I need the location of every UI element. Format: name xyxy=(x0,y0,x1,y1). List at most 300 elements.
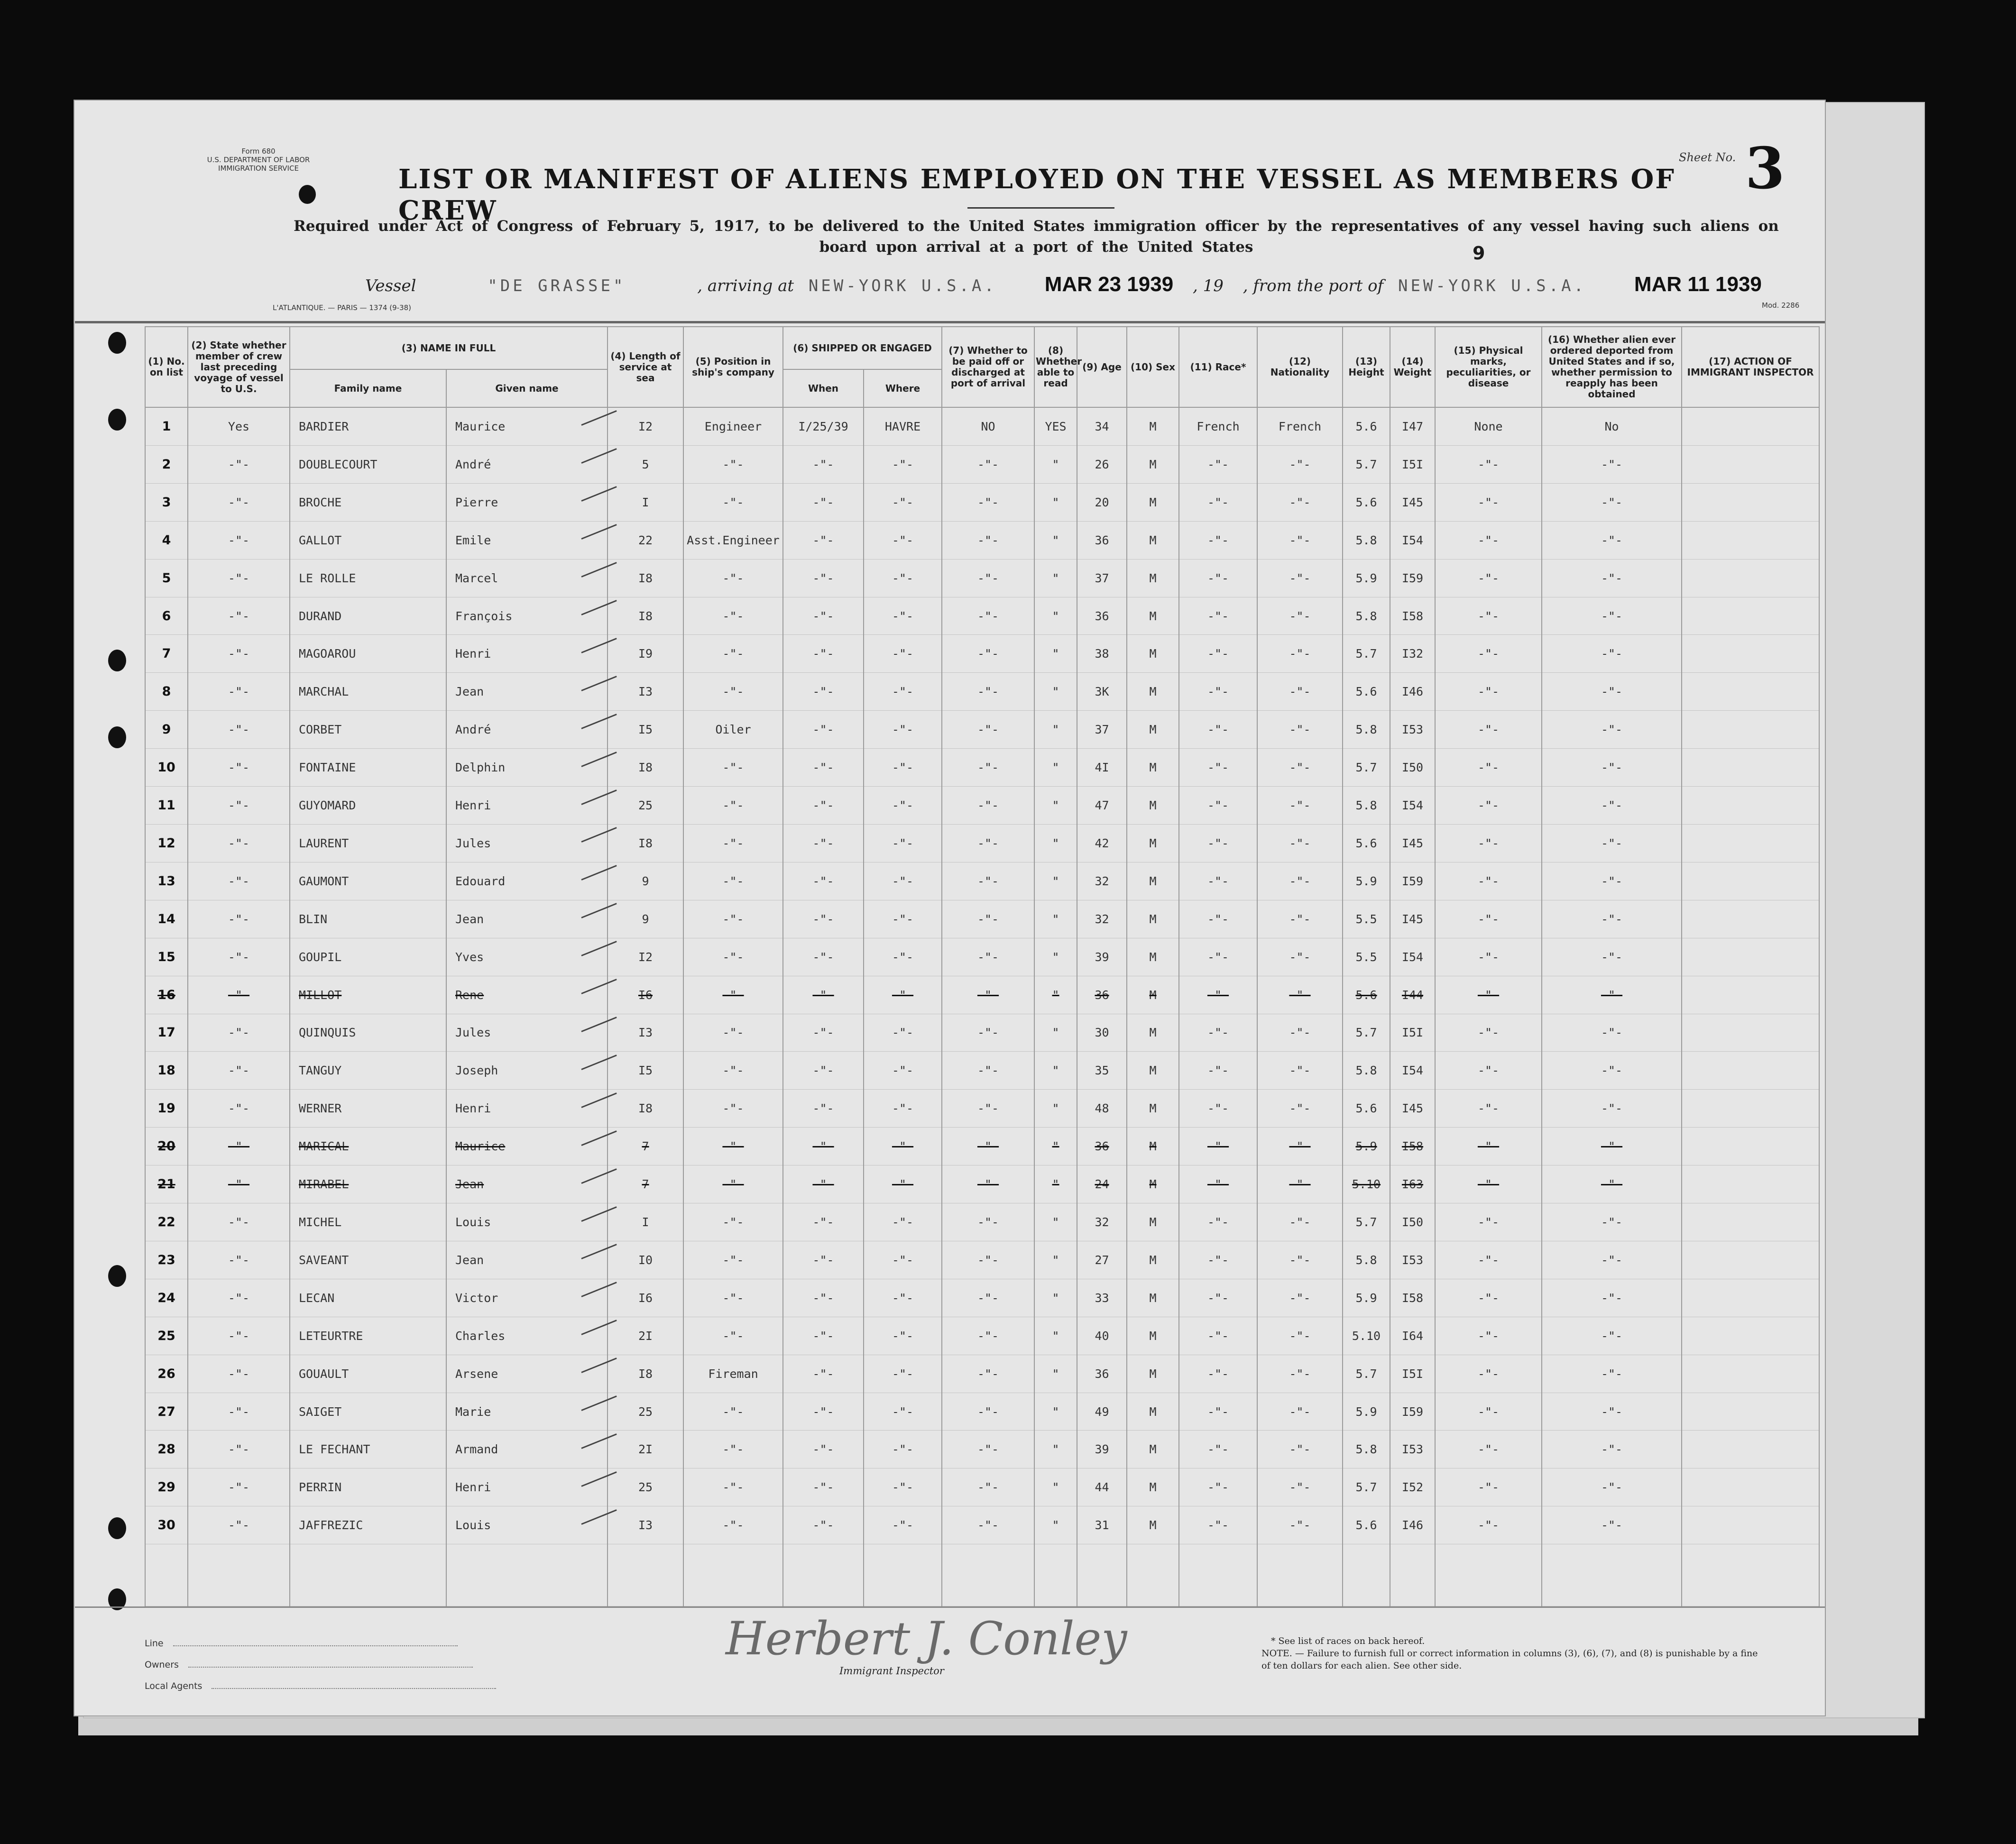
physical-marks-cell: -"- xyxy=(1435,1052,1542,1090)
able-to-read-cell: " xyxy=(1034,483,1077,521)
paid-off-cell: -"- xyxy=(942,1468,1034,1506)
physical-marks-cell: -"- xyxy=(1435,483,1542,521)
line-underline xyxy=(173,1645,458,1646)
given-name-cell: Maurice xyxy=(446,1128,608,1165)
inspector-action-cell xyxy=(1682,938,1819,976)
arriving-port: NEW-YORK U.S.A. xyxy=(808,276,997,295)
deported-cell: No xyxy=(1542,407,1682,445)
age-cell: 26 xyxy=(1077,445,1127,483)
previous-voyage-cell: -"- xyxy=(188,1128,290,1165)
given-name-cell: Jean xyxy=(446,1241,608,1279)
col-header-deported: (16) Whether alien ever ordered deported from United States and if so, whether permission to reapply has been obtained xyxy=(1542,327,1682,407)
nationality-cell: -"- xyxy=(1257,711,1343,749)
able-to-read-cell: " xyxy=(1034,1052,1077,1090)
table-row xyxy=(145,1128,1819,1165)
weight-cell: I64 xyxy=(1390,1317,1435,1355)
previous-voyage-cell: -"- xyxy=(188,1052,290,1090)
height-cell: 5.7 xyxy=(1343,1203,1390,1241)
age-cell: 38 xyxy=(1077,635,1127,673)
previous-voyage-cell: -"- xyxy=(188,938,290,976)
row-number: 26 xyxy=(145,1355,188,1393)
given-name-cell: Henri xyxy=(446,787,608,825)
service-length-cell: I8 xyxy=(608,597,683,635)
service-length-cell: I6 xyxy=(608,1279,683,1317)
height-cell: 5.7 xyxy=(1343,1468,1390,1506)
previous-voyage-cell: -"- xyxy=(188,559,290,597)
table-row xyxy=(145,976,1819,1014)
table-row xyxy=(145,787,1819,825)
row-number: 1 xyxy=(145,407,188,445)
family-name-cell: GOUPIL xyxy=(290,938,446,976)
nationality-cell: -"- xyxy=(1257,1203,1343,1241)
shipped-when-cell: -"- xyxy=(783,938,864,976)
race-cell: -"- xyxy=(1179,787,1257,825)
deported-cell: -"- xyxy=(1542,900,1682,938)
paid-off-cell: -"- xyxy=(942,900,1034,938)
shipped-when-cell: -"- xyxy=(783,635,864,673)
able-to-read-cell: " xyxy=(1034,711,1077,749)
shipped-when-cell: -"- xyxy=(783,1014,864,1052)
shipped-where-cell: -"- xyxy=(864,1317,942,1355)
row-number: 24 xyxy=(145,1279,188,1317)
race-cell: -"- xyxy=(1179,976,1257,1014)
stamped-number: 9 xyxy=(1473,243,1485,264)
shipped-where-cell: -"- xyxy=(864,1355,942,1393)
shipped-where-cell: -"- xyxy=(864,711,942,749)
physical-marks-cell: -"- xyxy=(1435,787,1542,825)
inspector-action-cell xyxy=(1682,635,1819,673)
weight-cell: I54 xyxy=(1390,521,1435,559)
service-length-cell: 2I xyxy=(608,1317,683,1355)
sex-cell: M xyxy=(1127,711,1179,749)
table-row xyxy=(145,1241,1819,1279)
physical-marks-cell: -"- xyxy=(1435,862,1542,900)
family-name-cell: LECAN xyxy=(290,1279,446,1317)
shipped-when-cell: -"- xyxy=(783,1090,864,1128)
service-length-cell: I8 xyxy=(608,824,683,862)
shipped-when-cell: -"- xyxy=(783,1393,864,1431)
note-text: Failure to furnish full or correct information in columns (3), (6), (7), and (8) is punishable by a fine of ten dollars for each alien. See other side. xyxy=(1261,1648,1758,1671)
race-cell: -"- xyxy=(1179,1241,1257,1279)
position-cell: -"- xyxy=(683,1431,783,1468)
family-name-cell: TANGUY xyxy=(290,1052,446,1090)
inspector-action-cell xyxy=(1682,824,1819,862)
row-number: 27 xyxy=(145,1393,188,1431)
table-row xyxy=(145,635,1819,673)
vessel-name: "DE GRASSE" xyxy=(488,276,626,295)
age-cell: 3K xyxy=(1077,673,1127,711)
able-to-read-cell: " xyxy=(1034,1279,1077,1317)
inspector-action-cell xyxy=(1682,1090,1819,1128)
weight-cell: I5I xyxy=(1390,445,1435,483)
position-cell: -"- xyxy=(683,673,783,711)
age-cell: 34 xyxy=(1077,407,1127,445)
weight-cell: I58 xyxy=(1390,597,1435,635)
sex-cell: M xyxy=(1127,938,1179,976)
row-number: 21 xyxy=(145,1165,188,1203)
sex-cell: M xyxy=(1127,597,1179,635)
given-name-cell: Jules xyxy=(446,824,608,862)
title-underline xyxy=(967,207,1114,209)
deported-cell: -"- xyxy=(1542,1506,1682,1544)
previous-voyage-cell: -"- xyxy=(188,597,290,635)
shipped-where-cell: -"- xyxy=(864,1165,942,1203)
inspector-action-cell xyxy=(1682,1203,1819,1241)
service-length-cell: I6 xyxy=(608,976,683,1014)
race-cell: -"- xyxy=(1179,1468,1257,1506)
inspector-signature: Herbert J. Conley xyxy=(726,1612,1127,1665)
line-label: Line xyxy=(145,1638,164,1649)
race-cell: -"- xyxy=(1179,1431,1257,1468)
vessel-line xyxy=(365,273,1762,296)
position-cell: -"- xyxy=(683,597,783,635)
inspector-action-cell xyxy=(1682,407,1819,445)
position-cell: -"- xyxy=(683,1393,783,1431)
inspector-action-cell xyxy=(1682,1355,1819,1393)
given-name-cell: François xyxy=(446,597,608,635)
weight-cell: I32 xyxy=(1390,635,1435,673)
table-row xyxy=(145,824,1819,862)
family-name-cell: QUINQUIS xyxy=(290,1014,446,1052)
deported-cell: -"- xyxy=(1542,711,1682,749)
table-row xyxy=(145,1468,1819,1506)
empty-cell xyxy=(1343,1544,1390,1606)
col-header-when: When xyxy=(783,369,864,407)
physical-marks-cell: None xyxy=(1435,407,1542,445)
age-cell: 33 xyxy=(1077,1279,1127,1317)
row-number: 3 xyxy=(145,483,188,521)
position-cell: -"- xyxy=(683,1203,783,1241)
position-cell: Engineer xyxy=(683,407,783,445)
empty-cell xyxy=(145,1544,188,1606)
able-to-read-cell: " xyxy=(1034,1014,1077,1052)
inspector-action-cell xyxy=(1682,900,1819,938)
age-cell: 4I xyxy=(1077,749,1127,787)
age-cell: 36 xyxy=(1077,521,1127,559)
race-cell: -"- xyxy=(1179,635,1257,673)
age-cell: 47 xyxy=(1077,787,1127,825)
height-cell: 5.6 xyxy=(1343,673,1390,711)
physical-marks-cell: -"- xyxy=(1435,824,1542,862)
previous-voyage-cell: -"- xyxy=(188,1014,290,1052)
nationality-cell: -"- xyxy=(1257,938,1343,976)
inspector-action-cell xyxy=(1682,673,1819,711)
physical-marks-cell: -"- xyxy=(1435,938,1542,976)
service-length-cell: 25 xyxy=(608,1468,683,1506)
sex-cell: M xyxy=(1127,521,1179,559)
race-cell: -"- xyxy=(1179,900,1257,938)
table-row xyxy=(145,749,1819,787)
able-to-read-cell: " xyxy=(1034,597,1077,635)
sex-cell: M xyxy=(1127,900,1179,938)
able-to-read-cell: " xyxy=(1034,673,1077,711)
service-length-cell: I8 xyxy=(608,559,683,597)
col-header-paid-off: (7) Whether to be paid off or discharged at port of arrival xyxy=(942,327,1034,407)
deported-cell: -"- xyxy=(1542,1317,1682,1355)
nationality-cell: French xyxy=(1257,407,1343,445)
previous-voyage-cell: -"- xyxy=(188,1355,290,1393)
col-header-weight: (14) Weight xyxy=(1390,327,1435,407)
physical-marks-cell: -"- xyxy=(1435,1090,1542,1128)
given-name-cell: Louis xyxy=(446,1203,608,1241)
table-row xyxy=(145,862,1819,900)
shipped-where-cell: -"- xyxy=(864,1393,942,1431)
able-to-read-cell: " xyxy=(1034,1165,1077,1203)
service-name: IMMIGRATION SERVICE xyxy=(218,164,299,173)
shipped-when-cell: -"- xyxy=(783,1128,864,1165)
table-row xyxy=(145,559,1819,597)
weight-cell: I54 xyxy=(1390,1052,1435,1090)
nationality-cell: -"- xyxy=(1257,976,1343,1014)
position-cell: -"- xyxy=(683,824,783,862)
sex-cell: M xyxy=(1127,1241,1179,1279)
col-header-no: (1) No. on list xyxy=(145,327,188,407)
shipped-where-cell: -"- xyxy=(864,862,942,900)
deported-cell: -"- xyxy=(1542,483,1682,521)
deported-cell: -"- xyxy=(1542,1203,1682,1241)
age-cell: 48 xyxy=(1077,1090,1127,1128)
arrival-date-stamp: MAR 23 1939 xyxy=(1044,273,1174,296)
row-number: 14 xyxy=(145,900,188,938)
document-title: LIST OR MANIFEST OF ALIENS EMPLOYED ON THE VESSEL AS MEMBERS OF CREW xyxy=(398,164,1676,226)
weight-cell: I52 xyxy=(1390,1468,1435,1506)
table-row xyxy=(145,445,1819,483)
physical-marks-cell: -"- xyxy=(1435,1241,1542,1279)
inspector-action-cell xyxy=(1682,976,1819,1014)
previous-voyage-cell: -"- xyxy=(188,445,290,483)
position-cell: -"- xyxy=(683,483,783,521)
weight-cell: I5I xyxy=(1390,1355,1435,1393)
family-name-cell: SAIGET xyxy=(290,1393,446,1431)
service-length-cell: I0 xyxy=(608,1241,683,1279)
family-name-cell: GALLOT xyxy=(290,521,446,559)
col-header-service: (4) Length of service at sea xyxy=(608,327,683,407)
height-cell: 5.8 xyxy=(1343,1241,1390,1279)
shipped-when-cell: -"- xyxy=(783,749,864,787)
nationality-cell: -"- xyxy=(1257,597,1343,635)
shipped-where-cell: -"- xyxy=(864,900,942,938)
previous-voyage-cell: -"- xyxy=(188,1506,290,1544)
service-length-cell: I2 xyxy=(608,938,683,976)
col-header-age: (9) Age xyxy=(1077,327,1127,407)
deported-cell: -"- xyxy=(1542,1431,1682,1468)
weight-cell: I50 xyxy=(1390,1203,1435,1241)
service-length-cell: I3 xyxy=(608,1014,683,1052)
paid-off-cell: -"- xyxy=(942,1014,1034,1052)
shipped-when-cell: -"- xyxy=(783,1279,864,1317)
row-number: 6 xyxy=(145,597,188,635)
local-agents-label: Local Agents xyxy=(145,1681,203,1691)
table-row xyxy=(145,1355,1819,1393)
inspector-action-cell xyxy=(1682,1014,1819,1052)
race-cell: -"- xyxy=(1179,938,1257,976)
weight-cell: I59 xyxy=(1390,559,1435,597)
given-name-cell: Jules xyxy=(446,1014,608,1052)
family-name-cell: GOUAULT xyxy=(290,1355,446,1393)
row-number: 23 xyxy=(145,1241,188,1279)
family-name-cell: MILLOT xyxy=(290,976,446,1014)
given-name-cell: Jean xyxy=(446,673,608,711)
shipped-where-cell: -"- xyxy=(864,673,942,711)
position-cell: -"- xyxy=(683,862,783,900)
race-cell: -"- xyxy=(1179,1014,1257,1052)
weight-cell: I50 xyxy=(1390,749,1435,787)
table-row xyxy=(145,938,1819,976)
inspector-action-cell xyxy=(1682,1317,1819,1355)
given-name-cell: Emile xyxy=(446,521,608,559)
race-cell: -"- xyxy=(1179,673,1257,711)
physical-marks-cell: -"- xyxy=(1435,445,1542,483)
nationality-cell: -"- xyxy=(1257,787,1343,825)
inspector-action-cell xyxy=(1682,1165,1819,1203)
race-cell: -"- xyxy=(1179,1052,1257,1090)
height-cell: 5.6 xyxy=(1343,976,1390,1014)
deported-cell: -"- xyxy=(1542,445,1682,483)
race-cell: -"- xyxy=(1179,521,1257,559)
able-to-read-cell: " xyxy=(1034,559,1077,597)
position-cell: -"- xyxy=(683,1279,783,1317)
service-length-cell: 2I xyxy=(608,1431,683,1468)
position-cell: -"- xyxy=(683,1014,783,1052)
nationality-cell: -"- xyxy=(1257,1468,1343,1506)
height-cell: 5.5 xyxy=(1343,938,1390,976)
shipped-where-cell: -"- xyxy=(864,976,942,1014)
able-to-read-cell: " xyxy=(1034,445,1077,483)
given-name-cell: Henri xyxy=(446,635,608,673)
previous-voyage-cell: -"- xyxy=(188,1203,290,1241)
able-to-read-cell: " xyxy=(1034,1241,1077,1279)
age-cell: 20 xyxy=(1077,483,1127,521)
table-row xyxy=(145,1052,1819,1090)
able-to-read-cell: " xyxy=(1034,1128,1077,1165)
empty-cell xyxy=(1542,1544,1682,1606)
footer-rule xyxy=(75,1606,1825,1608)
service-length-cell: 25 xyxy=(608,1393,683,1431)
empty-cell xyxy=(942,1544,1034,1606)
race-cell: -"- xyxy=(1179,1203,1257,1241)
age-cell: 32 xyxy=(1077,862,1127,900)
height-cell: 5.9 xyxy=(1343,1128,1390,1165)
shipped-where-cell: -"- xyxy=(864,559,942,597)
family-name-cell: MAGOAROU xyxy=(290,635,446,673)
paid-off-cell: -"- xyxy=(942,976,1034,1014)
family-name-cell: MIRABEL xyxy=(290,1165,446,1203)
shipped-when-cell: -"- xyxy=(783,1317,864,1355)
inspector-action-cell xyxy=(1682,483,1819,521)
previous-voyage-cell: -"- xyxy=(188,787,290,825)
col-header-previous-voyage: (2) State whether member of crew last preceding voyage of vessel to U.S. xyxy=(188,327,290,407)
race-cell: -"- xyxy=(1179,597,1257,635)
sex-cell: M xyxy=(1127,635,1179,673)
table-row xyxy=(145,483,1819,521)
height-cell: 5.6 xyxy=(1343,407,1390,445)
header-rule xyxy=(75,321,1825,323)
punch-hole xyxy=(108,1265,126,1287)
age-cell: 37 xyxy=(1077,711,1127,749)
weight-cell: I47 xyxy=(1390,407,1435,445)
inspector-action-cell xyxy=(1682,1241,1819,1279)
shipped-when-cell: -"- xyxy=(783,1355,864,1393)
physical-marks-cell: -"- xyxy=(1435,711,1542,749)
position-cell: Asst.Engineer xyxy=(683,521,783,559)
shipped-when-cell: -"- xyxy=(783,976,864,1014)
deported-cell: -"- xyxy=(1542,673,1682,711)
race-cell: -"- xyxy=(1179,1090,1257,1128)
row-number: 22 xyxy=(145,1203,188,1241)
shipped-where-cell: -"- xyxy=(864,938,942,976)
sex-cell: M xyxy=(1127,1431,1179,1468)
row-number: 9 xyxy=(145,711,188,749)
sex-cell: M xyxy=(1127,1279,1179,1317)
row-number: 7 xyxy=(145,635,188,673)
race-cell: -"- xyxy=(1179,559,1257,597)
given-name-cell: Pierre xyxy=(446,483,608,521)
position-cell: -"- xyxy=(683,749,783,787)
row-number: 25 xyxy=(145,1317,188,1355)
row-number: 15 xyxy=(145,938,188,976)
paid-off-cell: -"- xyxy=(942,1165,1034,1203)
family-name-cell: GUYOMARD xyxy=(290,787,446,825)
previous-voyage-cell: -"- xyxy=(188,1393,290,1431)
table-row xyxy=(145,407,1819,445)
previous-voyage-cell: -"- xyxy=(188,749,290,787)
paid-off-cell: -"- xyxy=(942,559,1034,597)
deported-cell: -"- xyxy=(1542,1468,1682,1506)
able-to-read-cell: " xyxy=(1034,976,1077,1014)
age-cell: 30 xyxy=(1077,1014,1127,1052)
service-length-cell: 7 xyxy=(608,1128,683,1165)
service-length-cell: I2 xyxy=(608,407,683,445)
physical-marks-cell: -"- xyxy=(1435,673,1542,711)
sex-cell: M xyxy=(1127,1128,1179,1165)
paid-off-cell: -"- xyxy=(942,862,1034,900)
paid-off-cell: NO xyxy=(942,407,1034,445)
sheet-label: Sheet No. xyxy=(1679,151,1736,164)
shipped-when-cell: -"- xyxy=(783,1431,864,1468)
age-cell: 36 xyxy=(1077,1355,1127,1393)
paid-off-cell: -"- xyxy=(942,597,1034,635)
height-cell: 5.8 xyxy=(1343,787,1390,825)
nationality-cell: -"- xyxy=(1257,862,1343,900)
shipped-when-cell: -"- xyxy=(783,711,864,749)
row-number: 19 xyxy=(145,1090,188,1128)
age-cell: 44 xyxy=(1077,1468,1127,1506)
previous-voyage-cell: -"- xyxy=(188,521,290,559)
vessel-label: Vessel xyxy=(365,276,416,295)
empty-cell xyxy=(1682,1544,1819,1606)
position-cell: -"- xyxy=(683,1165,783,1203)
previous-voyage-cell: -"- xyxy=(188,673,290,711)
shipped-where-cell: -"- xyxy=(864,1279,942,1317)
height-cell: 5.7 xyxy=(1343,1355,1390,1393)
weight-cell: I5I xyxy=(1390,1014,1435,1052)
height-cell: 5.8 xyxy=(1343,1431,1390,1468)
ink-blot xyxy=(299,185,316,204)
age-cell: 24 xyxy=(1077,1165,1127,1203)
table-row xyxy=(145,711,1819,749)
col-header-given-name: Given name xyxy=(446,369,608,407)
position-cell: -"- xyxy=(683,1241,783,1279)
deported-cell: -"- xyxy=(1542,521,1682,559)
race-cell: -"- xyxy=(1179,1317,1257,1355)
sex-cell: M xyxy=(1127,1317,1179,1355)
weight-cell: I54 xyxy=(1390,938,1435,976)
inspector-action-cell xyxy=(1682,1468,1819,1506)
deported-cell: -"- xyxy=(1542,862,1682,900)
paid-off-cell: -"- xyxy=(942,749,1034,787)
table-row xyxy=(145,1431,1819,1468)
weight-cell: I46 xyxy=(1390,673,1435,711)
